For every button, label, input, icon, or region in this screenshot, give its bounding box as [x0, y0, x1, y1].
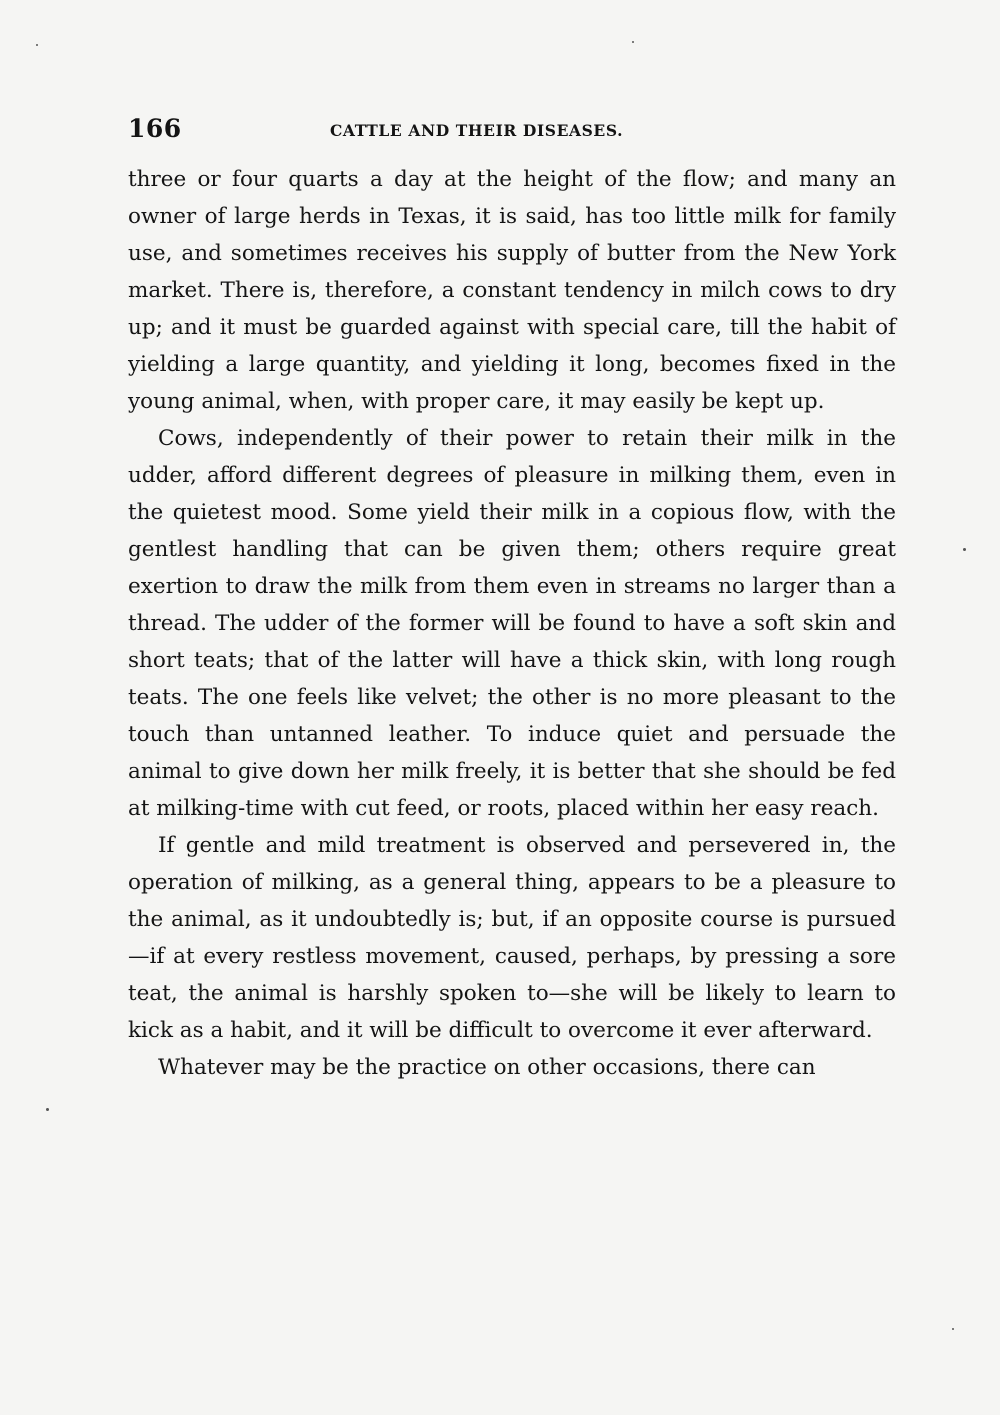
body-text [128, 161, 896, 1086]
paragraph-3: If gentle and mild treatment is observed and persevered in, the operation of milking, as a general thing, appears to be a pleasure to the animal, as it undoubtedly is; but, if an opposite course is pursued—if at every restless movement, caused, perhaps, by pressing a sore teat, the animal is harshly spoken to—she will be likely to learn to kick as a habit, and it will be difficult to overcome it ever afterward. [128, 833, 896, 1043]
scan-speck [46, 1108, 49, 1111]
running-head: CATTLE AND THEIR DISEASES. [330, 121, 624, 140]
paragraph-4: Whatever may be the practice on other occasions, there can [158, 1055, 816, 1080]
scan-speck [952, 1328, 954, 1330]
scan-speck [632, 41, 634, 43]
scan-speck [36, 44, 38, 46]
page-number: 166 [128, 114, 182, 143]
paragraph-2: Cows, independently of their power to retain their milk in the udder, afford different degrees of pleasure in milking them, even in the quietest mood. Some yield their milk in a copious flow, with the gentlest handling that can be given them; others require great exertion to draw the milk from them even in streams no larger than a thread. The udder of the former will be found to have a soft skin and short teats; that of the latter will have a thick skin, with long rough teats. The one feels like velvet; the other is no more pleasant to the touch than untanned leather. To induce quiet and persuade the animal to give down her milk freely, it is better that she should be fed at milking-time with cut feed, or roots, placed within her easy reach. [128, 426, 896, 821]
scan-speck [963, 548, 966, 551]
paragraph-1: three or four quarts a day at the height of the flow; and many an owner of large herds in Texas, it is said, has too little milk for family use, and sometimes receives his supply of butter from the New York market. There is, therefore, a constant tendency in milch cows to dry up; and it must be guarded against with special care, till the habit of yielding a large quantity, and yielding it long, becomes fixed in the young animal, when, with proper care, it may easily be kept up. [128, 167, 896, 414]
page-header [128, 114, 898, 148]
